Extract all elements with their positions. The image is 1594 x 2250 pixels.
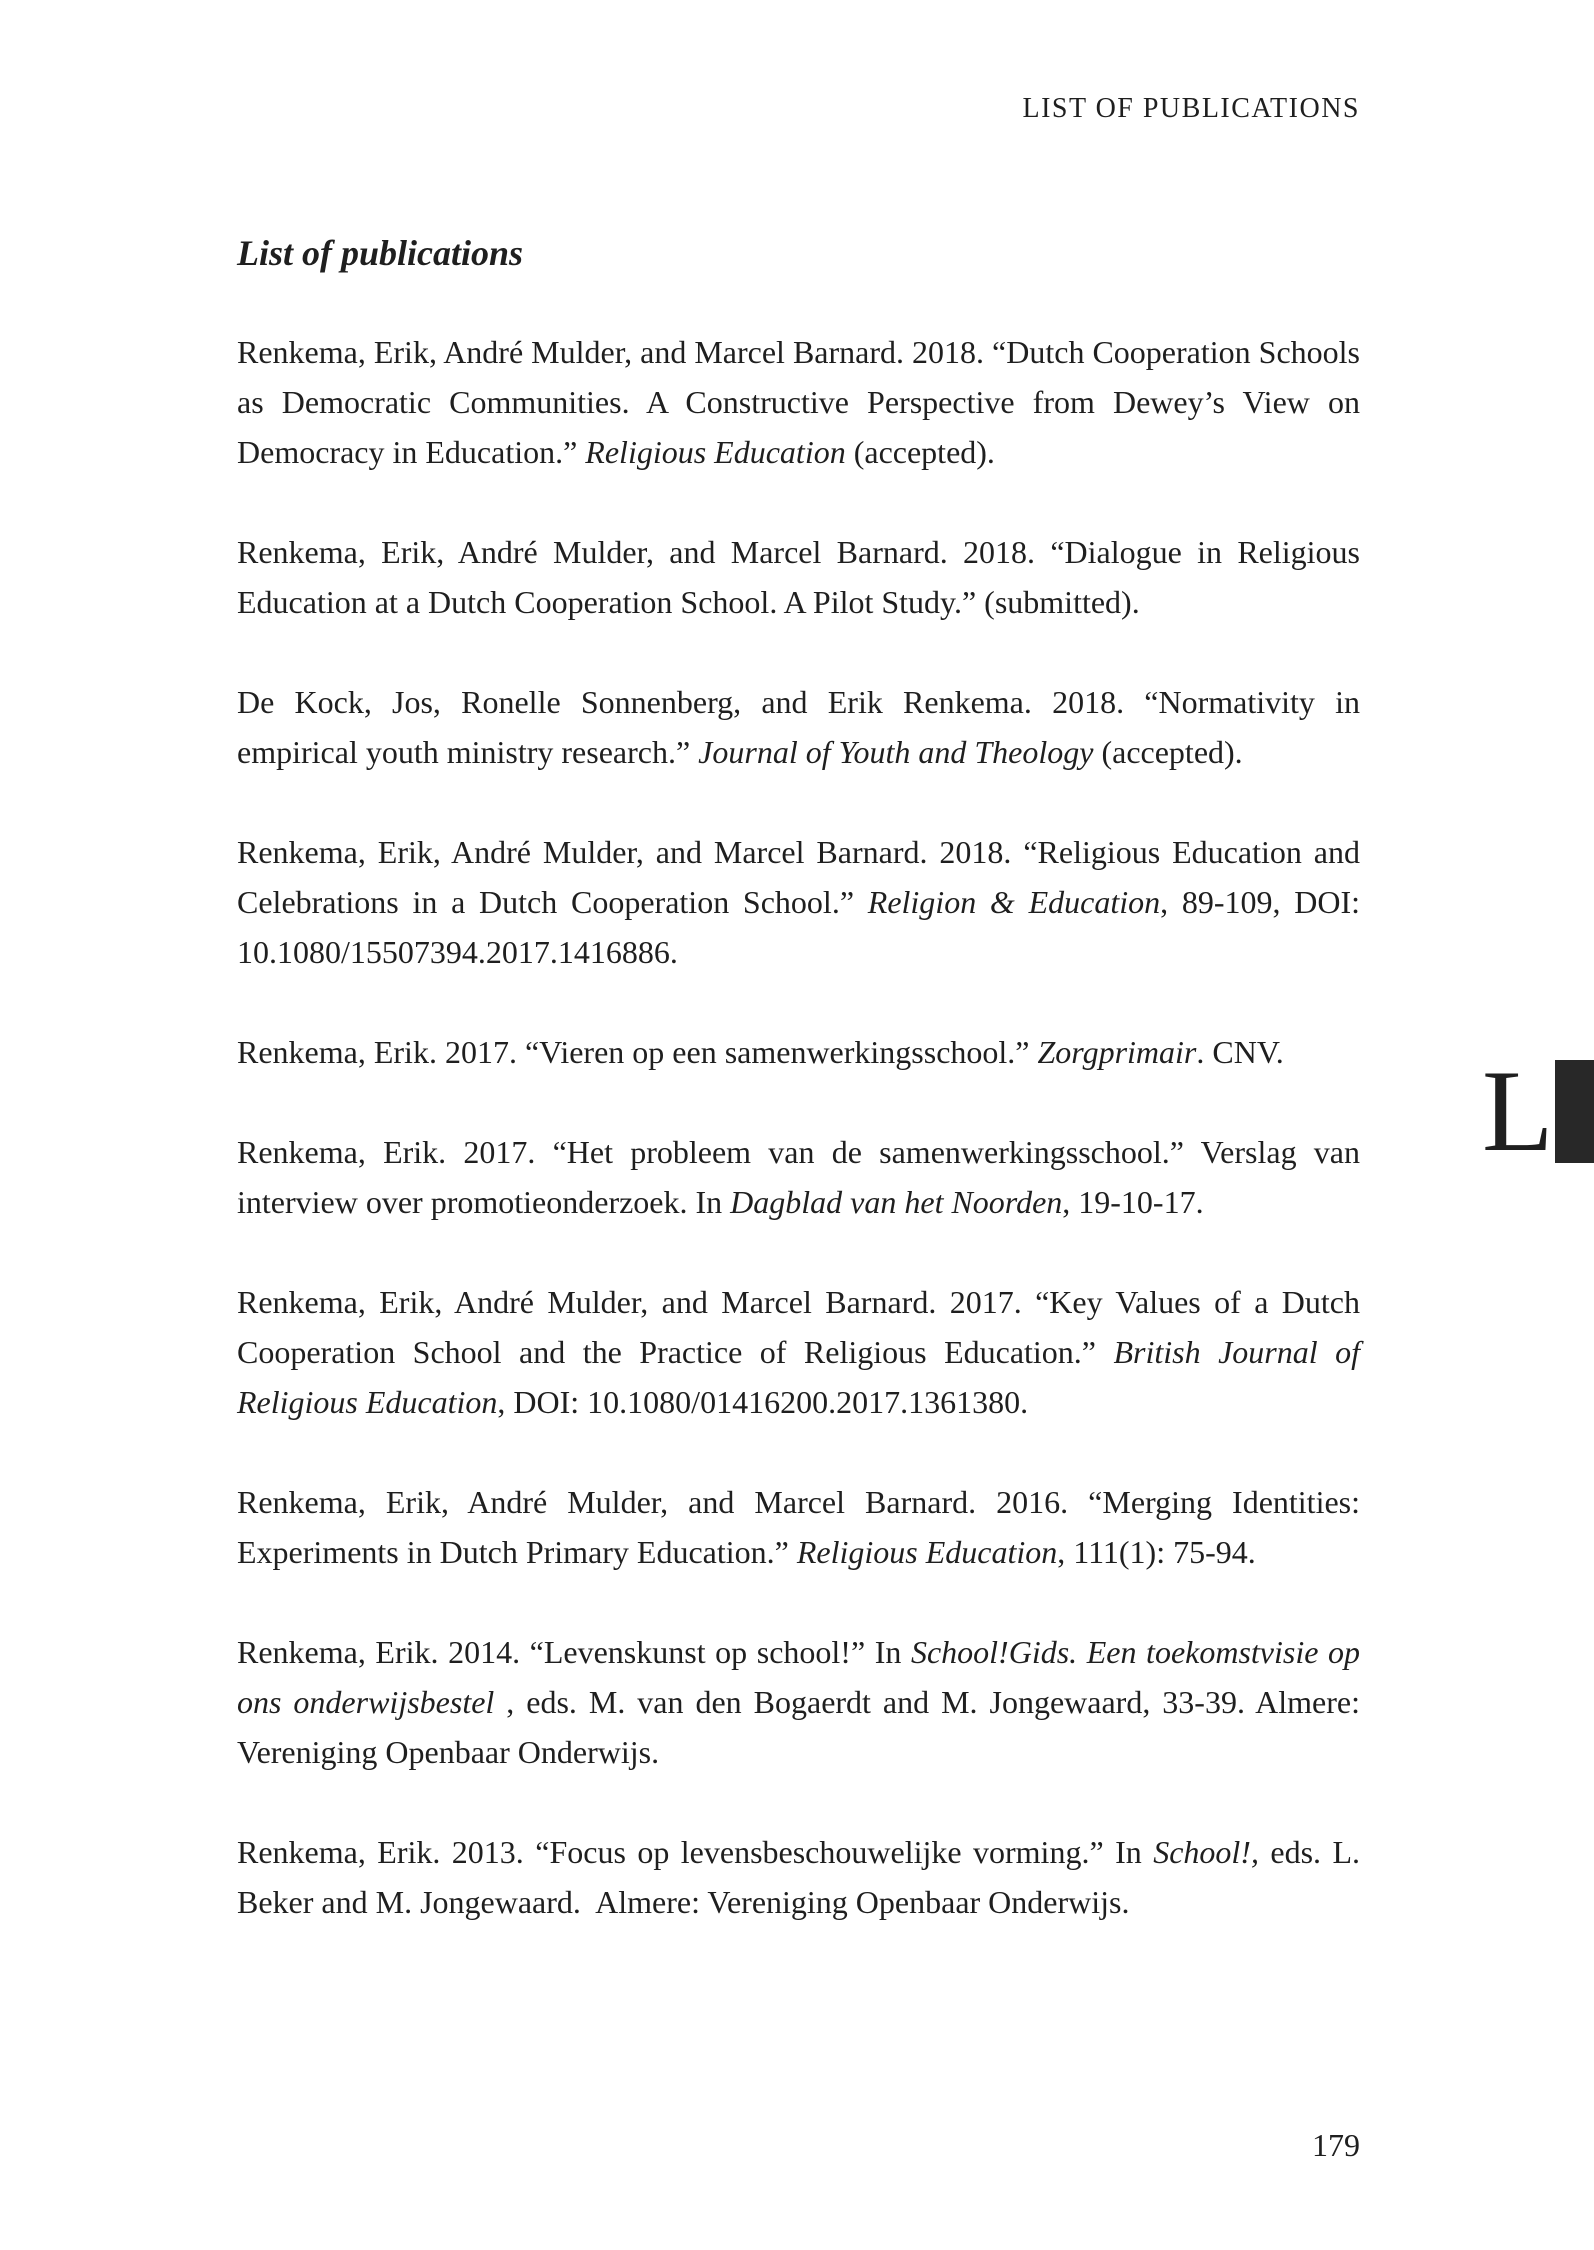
- publication-text-segment: Renkema, Erik, André Mulder, and Marcel Barnard. 2018. “Religious Education and Celebrations in a Dutch Cooperation School.”: [237, 834, 1360, 920]
- publication-text-segment: eds. L. Beker and M. Jongewaard. Almere: Vereniging Openbaar Onderwijs.: [237, 1834, 1361, 1920]
- publication-text-segment: . CNV.: [1196, 1034, 1284, 1070]
- publication-text-segment: , DOI: 10.1080/01416200.2017.1361380.: [497, 1384, 1029, 1420]
- publication-italic-segment: School!,: [1153, 1834, 1259, 1870]
- publication-entry: [237, 827, 1360, 977]
- publication-text-segment: Renkema, Erik. 2017. “Vieren op een samenwerkingsschool.”: [237, 1034, 1038, 1070]
- publication-entry: [237, 1277, 1360, 1427]
- publication-text-segment: Renkema, Erik, André Mulder, and Marcel Barnard. 2017. “Key Values of a Dutch Cooperation School and the Practice of Religious Education.”: [237, 1284, 1360, 1370]
- publication-list: [237, 327, 1360, 1977]
- publication-entry: [237, 1627, 1360, 1777]
- publication-italic-segment: School!Gids. Een toekomstvisie op ons onderwijsbestel: [237, 1634, 1361, 1720]
- publication-text-segment: (accepted).: [1093, 734, 1243, 770]
- publication-italic-segment: Religion & Education: [867, 884, 1161, 920]
- publication-text-segment: De Kock, Jos, Ronelle Sonnenberg, and Erik Renkema. 2018. “Normativity in empirical youth ministry research.”: [237, 684, 1360, 770]
- publication-text-segment: Renkema, Erik. 2017. “Het probleem van de samenwerkingsschool.” Verslag van interview over promotieonderzoek. In: [237, 1134, 1360, 1220]
- publication-text-segment: (accepted).: [845, 434, 995, 470]
- page-title: List of publications: [237, 233, 524, 273]
- publication-italic-segment: Zorgprimair: [1037, 1034, 1197, 1070]
- publication-text-segment: Renkema, Erik, André Mulder, and Marcel Barnard. 2018. “Dutch Cooperation Schools as Democratic Communities. A Constructive Perspective from Dewey’s View on Democracy in Education.”: [237, 334, 1360, 470]
- publication-text-segment: , 19-10-17.: [1062, 1184, 1204, 1220]
- publication-entry: [237, 1477, 1360, 1577]
- publication-entry: [237, 1127, 1360, 1227]
- publication-text-segment: Renkema, Erik, André Mulder, and Marcel Barnard. 2016. “Merging Identities: Experiments in Dutch Primary Education.”: [237, 1484, 1360, 1570]
- publication-italic-segment: Religious Education: [585, 434, 846, 470]
- publication-text-segment: , 111(1): 75-94.: [1057, 1534, 1256, 1570]
- publication-text-segment: Renkema, Erik. 2014. “Levenskunst op school!” In: [237, 1634, 911, 1670]
- publication-text-segment: Renkema, Erik, André Mulder, and Marcel Barnard. 2018. “Dialogue in Religious Education at a Dutch Cooperation School. A Pilot Study.” (submitted).: [237, 534, 1360, 620]
- publication-text-segment: , 89-109, DOI: 10.1080/15507394.2017.1416886.: [237, 884, 1360, 970]
- running-header: LIST OF PUBLICATIONS: [1022, 93, 1360, 124]
- publication-entry: [237, 677, 1360, 777]
- publication-entry: [237, 1827, 1360, 1927]
- thumb-index-letter: L: [1482, 1047, 1554, 1176]
- publication-entry: [237, 1027, 1360, 1077]
- publication-italic-segment: Journal of Youth and Theology: [698, 734, 1094, 770]
- thumb-index-tab: [1555, 1060, 1594, 1163]
- publication-entry: [237, 527, 1360, 627]
- page-number: 179: [1312, 2127, 1360, 2163]
- publication-entry: [237, 327, 1360, 477]
- publication-italic-segment: Religious Education: [796, 1534, 1058, 1570]
- publication-text-segment: Renkema, Erik. 2013. “Focus op levensbeschouwelijke vorming.” In: [237, 1834, 1154, 1870]
- publication-italic-segment: British Journal of Religious Education: [237, 1334, 1361, 1420]
- publication-italic-segment: Dagblad van het Noorden: [730, 1184, 1063, 1220]
- publication-text-segment: , eds. M. van den Bogaerdt and M. Jongewaard, 33-39. Almere: Vereniging Openbaar Onderwijs.: [237, 1684, 1361, 1770]
